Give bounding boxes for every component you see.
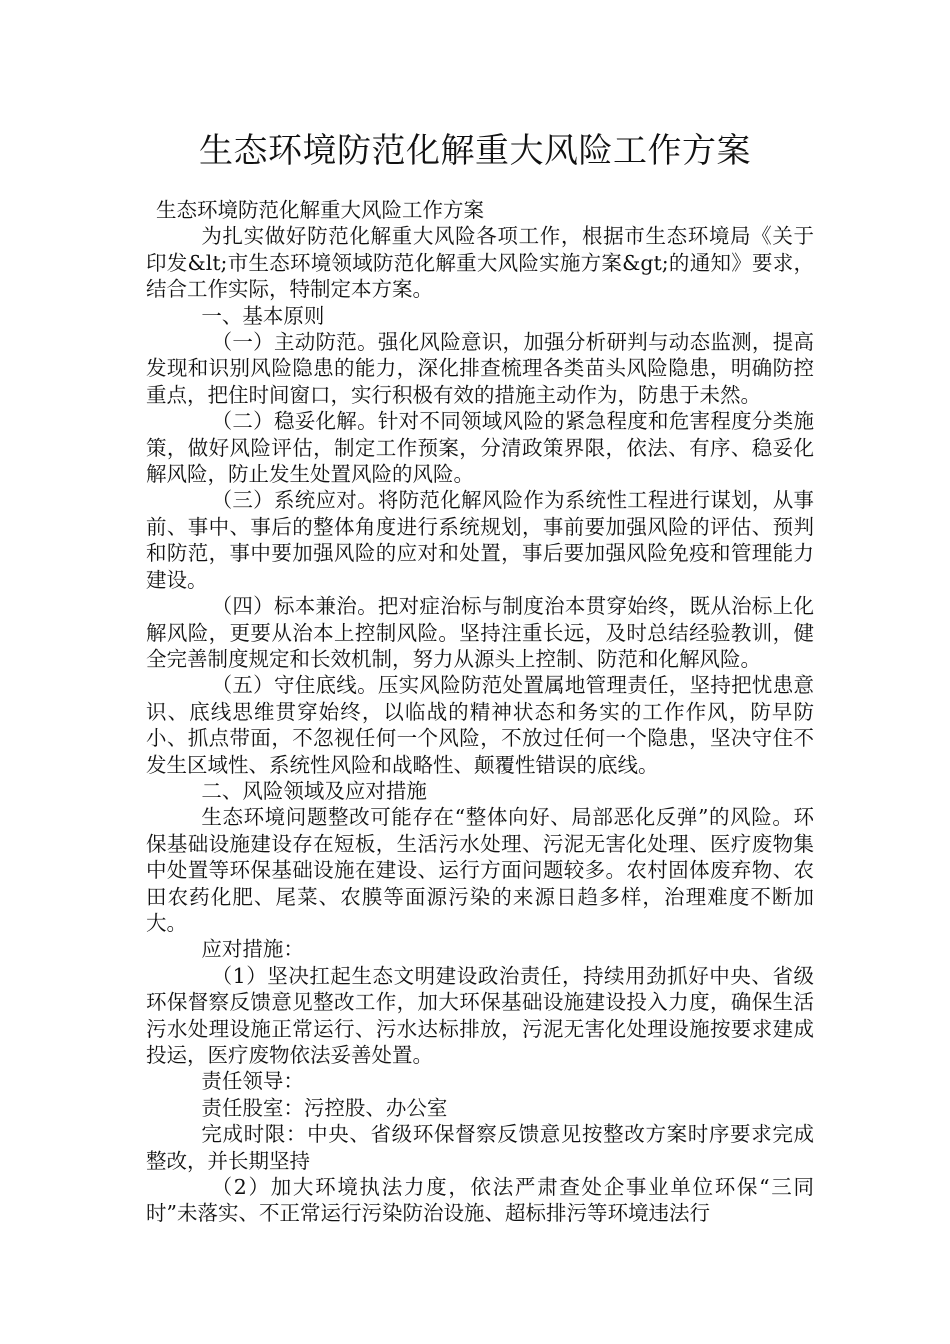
responsible-office-line: 责任股室：污控股、办公室 xyxy=(201,1095,448,1120)
section-heading-risks: 二、风险领域及应对措施 xyxy=(201,778,427,803)
principle-paragraph: （一）主动防范。强化风险意识，加强分析研判与动态监测，提高发现和识别风险隐患的能力，深化排查梳理各类苗头风险隐患，明确防控重点，把住时间窗口，实行积极有效的措施主动作为，防患于未然。 xyxy=(146,330,814,407)
document-title: 生态环境防范化解重大风险工作方案 xyxy=(199,131,751,171)
section-heading-principles: 一、基本原则 xyxy=(201,303,325,328)
measures-label: 应对措施： xyxy=(201,937,304,962)
responsible-leader-line: 责任领导： xyxy=(201,1069,304,1094)
document-body xyxy=(146,197,814,1227)
principle-paragraph: （二）稳妥化解。针对不同领域风险的紧急程度和危害程度分类施策，做好风险评估，制定工作预案，分清政策界限，依法、有序、稳妥化解风险，防止发生处置风险的风险。 xyxy=(146,409,814,487)
deadline-line: 完成时限：中央、省级环保督察反馈意见按整改方案时序要求完成整改，并长期坚持 xyxy=(146,1122,814,1173)
measure-paragraph: （1）坚决扛起生态文明建设政治责任，持续用劲抓好中央、省级环保督察反馈意见整改工作，加大环保基础设施建设投入力度，确保生活污水处理设施正常运行、污水达标排放，污泥无害化处理设施按要求建成投运，医疗废物依法妥善处置。 xyxy=(146,963,814,1067)
intro-paragraph: 为扎实做好防范化解重大风险各项工作，根据市生态环境局《关于印发&lt;市生态环境领域防范化解重大风险实施方案&gt;的通知》要求，结合工作实际，特制定本方案。 xyxy=(146,224,814,302)
document-subtitle: 生态环境防范化解重大风险工作方案 xyxy=(156,198,484,222)
principle-paragraph: （五）守住底线。压实风险防范处置属地管理责任，坚持把忧患意识、底线思维贯穿始终，以临战的精神状态和务实的工作作风，防早防小、抓点带面，不忽视任何一个风险，不放过任何一个隐患，坚决守住不发生区域性、系统性风险和战略性、颠覆性错误的底线。 xyxy=(146,673,814,777)
risk-paragraph: 生态环境问题整改可能存在“整体向好、局部恶化反弹”的风险。环保基础设施建设存在短板，生活污水处理、污泥无害化处理、医疗废物集中处置等环保基础设施在建设、运行方面问题较多。农村固体废弃物、农田农药化肥、尾菜、农膜等面源污染的来源日趋多样，治理难度不断加大。 xyxy=(146,805,814,935)
principle-paragraph: （三）系统应对。将防范化解风险作为系统性工程进行谋划，从事前、事中、事后的整体角度进行系统规划，事前要加强风险的评估、预判和防范，事中要加强风险的应对和处置，事后要加强风险免疫和管理能力建设。 xyxy=(146,488,814,592)
principle-paragraph: （四）标本兼治。把对症治标与制度治本贯穿始终，既从治标上化解风险，更要从治本上控制风险。坚持注重长远，及时总结经验教训，健全完善制度规定和长效机制，努力从源头上控制、防范和化解风险。 xyxy=(146,594,814,671)
measure-paragraph: （2）加大环境执法力度，依法严肃查处企事业单位环保“三同时”未落实、不正常运行污染防治设施、超标排污等环境违法行 xyxy=(146,1175,814,1226)
